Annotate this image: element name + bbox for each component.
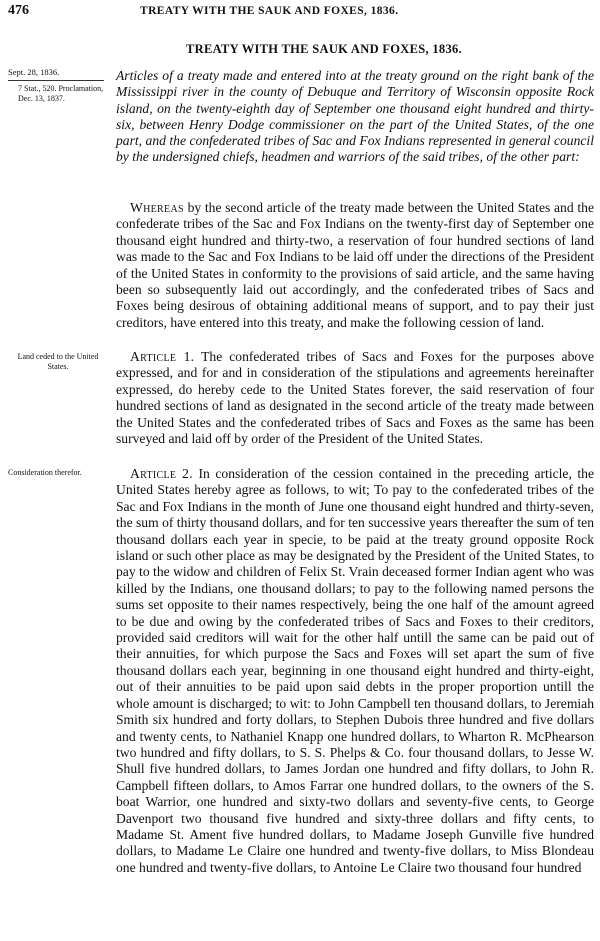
article-1-body: The confederated tribes of Sacs and Foxes for the purposes above expressed, and for and in consideration of the stipulations and agreements hereinafter expressed, do hereby cede to the United States forever, the said reservation of four hundred sections of land as designated in the second article of the treaty made between the United States and the confederated tribes of Sacs and Foxes as the same has been surveyed and laid off by order of the President of the United States.: [116, 349, 594, 447]
treaty-preamble: Articles of a treaty made and entered into at the treaty ground on the right bank of the Mississippi river in the county of Debuque and Territory of Wisconsin opposite Rock island, on the twenty-eighth day of September one thousand eight hundred and thirty-six, between Henry Dodge commissioner on the part of the United States, of the one part, and the confederated tribes of Sac and Fox Indians represented in general council by the undersigned chiefs, headmen and warriors of the said tribes, of the other part:: [116, 68, 594, 165]
running-head: TREATY WITH THE SAUK AND FOXES, 1836.: [140, 5, 399, 17]
margin-note-land-ceded: Land ceded to the United States.: [17, 352, 99, 371]
margin-note-date: Sept. 28, 1836.: [8, 68, 104, 81]
margin-note-statute: 7 Stat., 520. Proclamation, Dec. 13, 1837.: [18, 84, 104, 103]
page-number: 476: [8, 3, 29, 18]
article-1-paragraph: [116, 349, 594, 447]
article-2-paragraph: [116, 466, 594, 876]
article-1-lead: Article 1.: [130, 349, 195, 364]
margin-note-consideration: Consideration therefor.: [8, 468, 82, 477]
article-2-lead: Article 2.: [130, 466, 193, 481]
page-title: TREATY WITH THE SAUK AND FOXES, 1836.: [186, 42, 462, 56]
whereas-paragraph: [116, 200, 594, 331]
article-2-body: In consideration of the cession contained in the preceding article, the United States hereby agree as follows, to wit; To pay to the confederated tribes of the Sac and Fox Indians in the month of June one thousand eight hundred and thirty-seven, the sum of thirty thousand dollars, and for ten successive years thereafter the sum of ten thousand dollars each year in specie, to be paid at the treaty ground opposite Rock island or such other place as may be designated by the President of the United States, to pay to the widow and children of Felix St. Vrain deceased former Indian agent who was killed by the Indians, one thousand dollars; to pay to the following named persons the sums set opposite to their names respectively, being the one half of the amount agreed to be due and owing by the confederated tribes of Sacs and Foxes to their creditors, provided said creditors will wait for the other half untill the same can be paid out of their annuities, for which purpose the Sacs and Foxes will set apart the sum of five thousand dollars each year, beginning in one thousand eight hundred and thirty-eight, out of their annuities to be paid upon said debts in the proper proportion untill the whole amount is discharged; to wit: to John Campbell ten thousand dollars, to Jeremiah Smith six hundred and forty dollars, to Stephen Dubois three hundred and five dollars and twenty cents, to Nathaniel Knapp one hundred dollars, to Wharton R. McPhearson two hundred and fifty dollars, to S. S. Phelps & Co. four thousand dollars, to Jesse W. Shull five hundred dollars, to James Jordan one hundred and fifty dollars, to John R. Campbell fifteen dollars, to Amos Farrar one hundred dollars, to the owners of the S. boat Warrior, one hundred and sixty-two dollars and seventy-five cents, to George Davenport two thousand five hundred and sixty-three dollars and fifty cents, to Madame St. Ament five hundred dollars, to Madame Joseph Gunville five hundred dollars, to Madame Le Claire one hundred and twenty-five dollars, to Miss Blondeau one hundred and twenty-five dollars, to Antoine Le Claire two thousand four hundred: [116, 466, 594, 875]
whereas-lead: Whereas: [130, 200, 184, 215]
whereas-body: by the second article of the treaty made between the United States and the confederate tribes of the Sac and Fox Indians on the twenty-first day of September one thousand eight hundred and thirty-two, a reservation of four hundred sections of land was made to the Sac and Fox Indians to be laid off under the directions of the President of the United States in conformity to the provisions of said article, and the same having been so subsequently laid out accordingly, and the confederated tribes of Sacs and Foxes being desirous of obtaining additional means of support, and to pay their just creditors, have entered into this treaty, and make the following cession of land.: [116, 200, 594, 330]
